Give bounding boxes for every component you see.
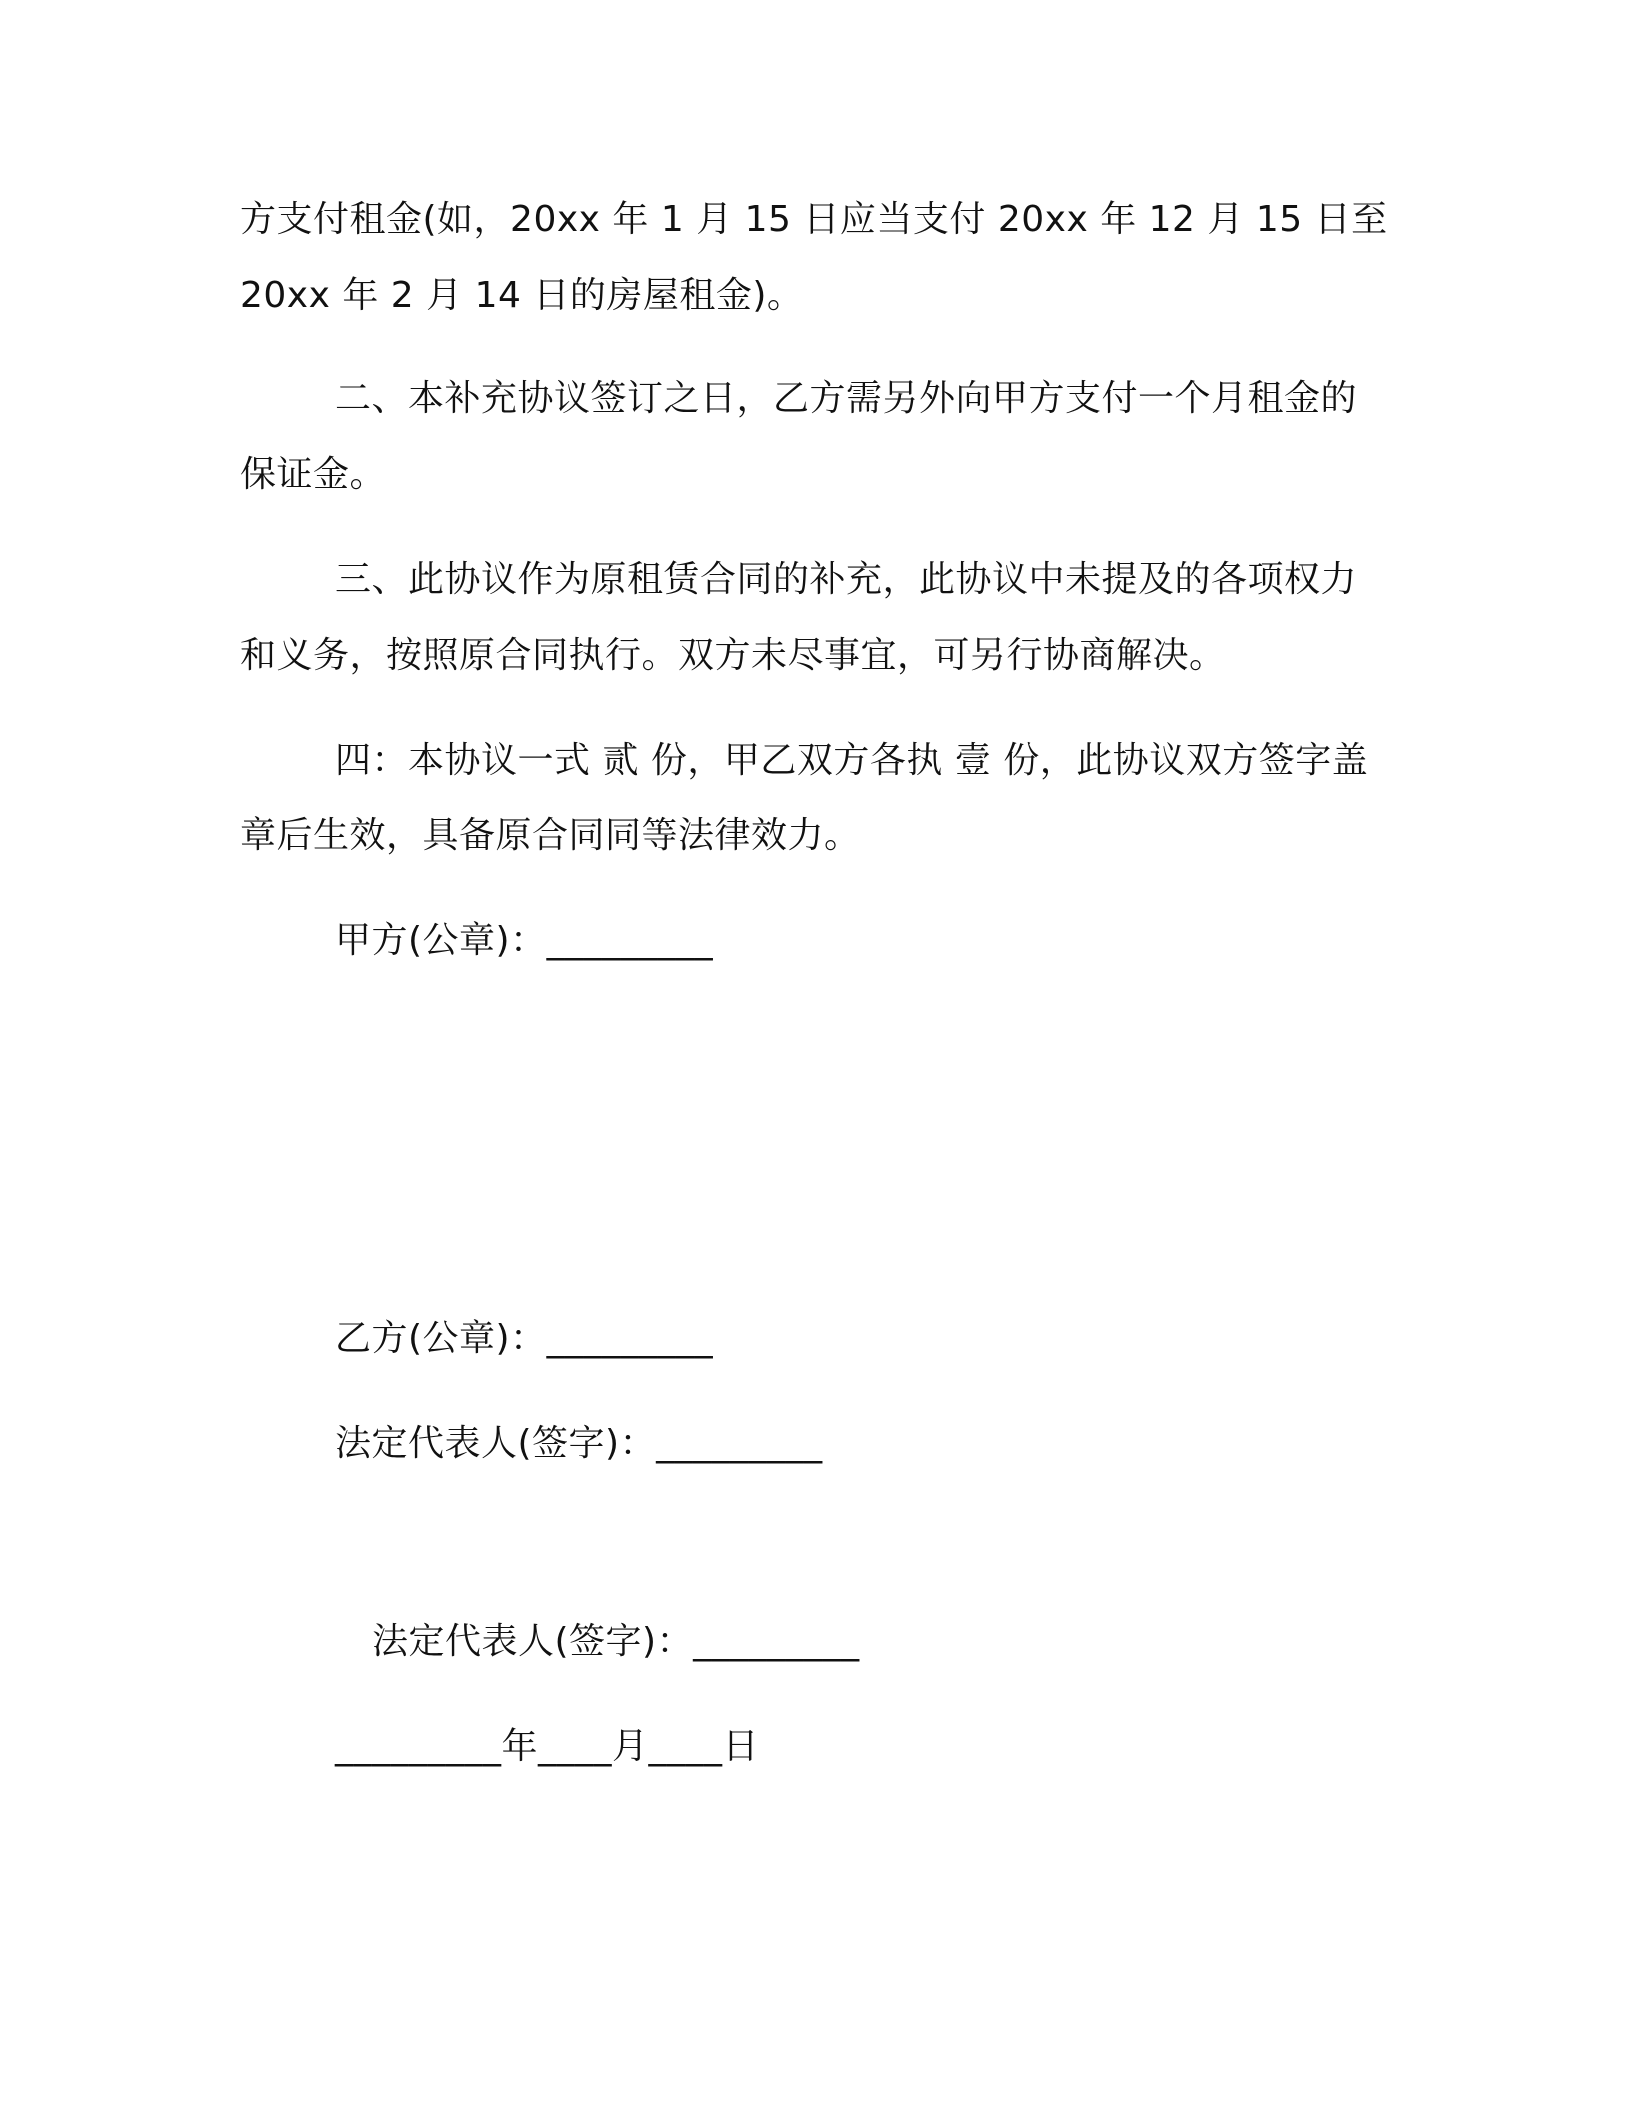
clause-3-line-1: 三、此协议作为原租赁合同的补充，此协议中未提及的各项权力 (335, 559, 1358, 600)
date-field: _________年____月____日 (335, 1726, 759, 1767)
clause-2-line-2: 保证金。 (240, 454, 387, 495)
legal-representative-signature-field: 法定代表人(签字)：_________ (335, 1423, 823, 1464)
paragraph-1-line-2: 20xx 年 2 月 14 日的房屋租金)。 (240, 275, 804, 316)
clause-4-line-2: 章后生效，具备原合同同等法律效力。 (240, 815, 861, 856)
clause-4-line-1: 四：本协议一式 贰 份，甲乙双方各执 壹 份，此协议双方签字盖 (335, 740, 1369, 781)
legal-representative-signature-field-2: 法定代表人(签字)：_________ (372, 1621, 860, 1662)
party-b-seal-field: 乙方(公章)：_________ (335, 1318, 714, 1359)
party-a-seal-field: 甲方(公章)：_________ (335, 920, 714, 961)
paragraph-1-line-1: 方支付租金(如，20xx 年 1 月 15 日应当支付 20xx 年 12 月 15 日至 (240, 199, 1388, 240)
clause-3-line-2: 和义务，按照原合同执行。双方未尽事宜，可另行协商解决。 (240, 635, 1226, 676)
clause-2-line-1: 二、本补充协议签订之日，乙方需另外向甲方支付一个月租金的 (335, 378, 1358, 419)
